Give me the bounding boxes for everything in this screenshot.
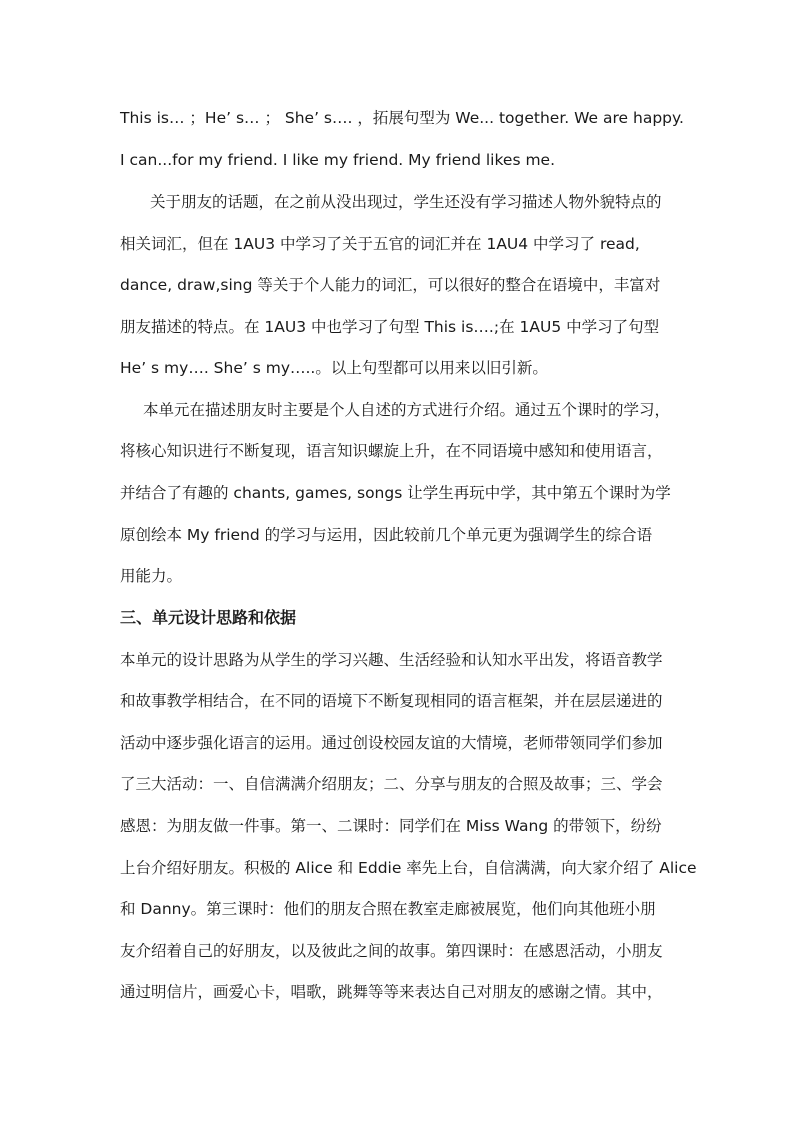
text-line: 朋友描述的特点。在 1AU3 中也学习了句型 This is….;在 1AU5 中学习了句型: [120, 318, 660, 336]
text-line: 通过明信片，画爱心卡，唱歌，跳舞等等来表达自己对朋友的感谢之情。其中，: [120, 983, 663, 1001]
text-line: 原创绘本 My friend 的学习与运用，因此较前几个单元更为强调学生的综合语: [120, 526, 653, 544]
text-line: 相关词汇，但在 1AU3 中学习了关于五官的词汇并在 1AU4 中学习了 read,: [120, 235, 640, 253]
text-line: dance, draw,sing 等关于个人能力的词汇，可以很好的整合在语境中，丰富对: [120, 276, 661, 294]
text-line: 了三大活动：一、自信满满介绍朋友；二、分享与朋友的合照及故事；三、学会: [120, 775, 663, 793]
text-line: 和 Danny。第三课时：他们的朋友合照在教室走廊被展览，他们向其他班小朋: [120, 900, 656, 918]
text-line: 上台介绍好朋友。积极的 Alice 和 Eddie 率先上台，自信满满，向大家介绍了 Alice: [120, 859, 697, 877]
text-line: 和故事教学相结合，在不同的语境下不断复现相同的语言框架，并在层层递进的: [120, 692, 663, 710]
text-line: 活动中逐步强化语言的运用。通过创设校园友谊的大情境，老师带领同学们参加: [120, 734, 663, 752]
text-line: 本单元的设计思路为从学生的学习兴趣、生活经验和认知水平出发，将语音教学: [120, 651, 663, 669]
text-line: 用能力。: [120, 567, 183, 585]
paragraph-start-line: 关于朋友的话题，在之前从没出现过，学生还没有学习描述人物外貌特点的: [150, 193, 662, 211]
text-line: 感恩：为朋友做一件事。第一、二课时：同学们在 Miss Wang 的带领下，纷纷: [120, 817, 662, 835]
text-line: 将核心知识进行不断复现，语言知识螺旋上升，在不同语境中感知和使用语言，: [120, 442, 663, 460]
paragraph-start-line: 本单元在描述朋友时主要是个人自述的方式进行介绍。通过五个课时的学习，: [143, 401, 671, 419]
section-heading: 三、单元设计思路和依据: [120, 608, 297, 627]
text-line: 并结合了有趣的 chants, games, songs 让学生再玩中学，其中第五个课时为学: [120, 484, 671, 502]
text-line: He’ s my…. She’ s my…..。以上句型都可以用来以旧引新。: [120, 359, 548, 377]
text-line: This is… ；He’ s… ； She’ s…. ，拓展句型为 We... together. We are happy.: [120, 109, 684, 127]
text-line: I can...for my friend. I like my friend. My friend likes me.: [120, 151, 556, 169]
text-line: 友介绍着自己的好朋友，以及彼此之间的故事。第四课时：在感恩活动，小朋友: [120, 942, 663, 960]
